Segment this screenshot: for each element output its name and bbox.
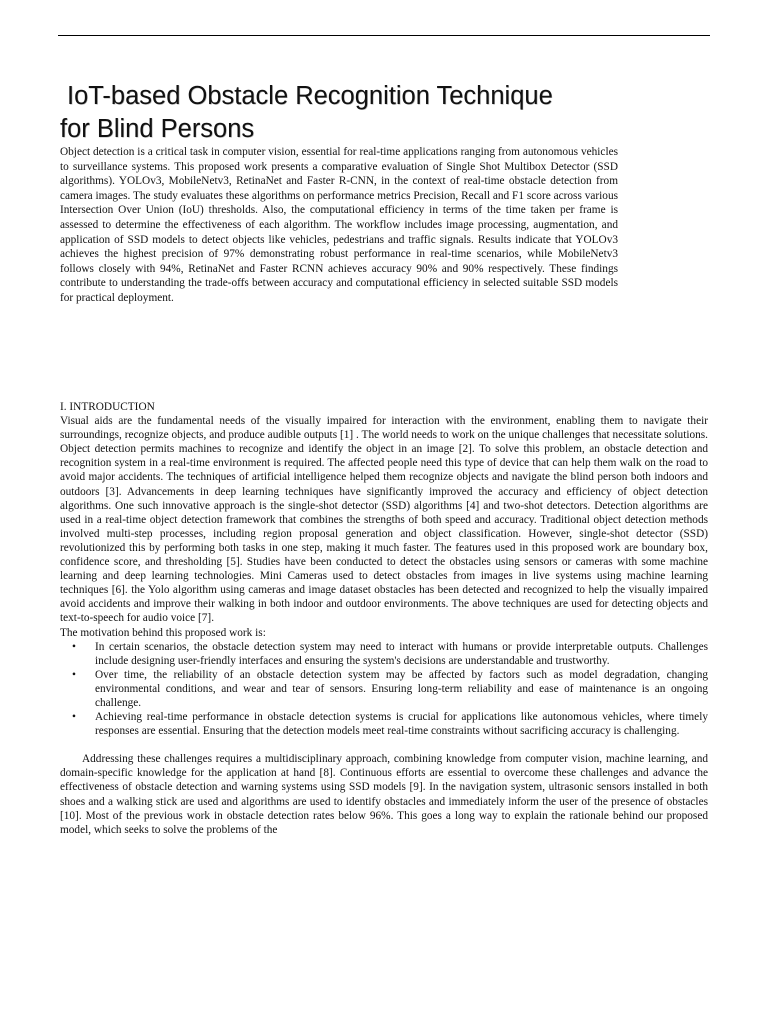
list-item: [60, 710, 708, 738]
title-line-2: for Blind Persons: [60, 115, 255, 143]
title-line-1: IoT-based Obstacle Recognition Technique: [67, 82, 553, 110]
bullet-text: In certain scenarios, the obstacle detection system may need to interact with humans or provide interpretable outputs. Challenges include designing user-friendly interfaces and ensuring the system's decisions are understandable and trustworthy.: [95, 640, 708, 667]
bullet-icon: •: [72, 668, 76, 681]
abstract: Object detection is a critical task in computer vision, essential for real-time applications ranging from autonomous vehicles to surveillance systems. This proposed work presents a comparative evaluation of Single Shot Multibox Detector (SSD algorithms). YOLOv3, MobileNetv3, RetinaNet and Faster R-CNN, in the context of real-time obstacle detection from camera images. The study evaluates these algorithms on performance metrics Precision, Recall and F1 score across various Intersection Over Union (IoU) thresholds. Also, the computational efficiency in terms of the time taken per frame is assessed to determine the effectiveness of each algorithm. The workflow includes image processing, augmentation, and application of SSD models to detect objects like vehicles, pedestrians and traffic signals. Results indicate that YOLOv3 achieves the highest precision of 97% demonstrating robust performance in real-time scenarios, while MobileNetv3 follows closely with 94%, RetinaNet and Faster RCNN achieves accuracy 90% and 90% respectively. These findings contribute to understanding the trade-offs between accuracy and computational efficiency in selected suitable SSD models for practical deployment.: [60, 146, 618, 304]
bullet-icon: •: [72, 640, 76, 653]
intro-paragraph: Visual aids are the fundamental needs of the visually impaired for interaction with the environment, enabling them to navigate their surroundings, recognize objects, and produce audible outputs [1] . The world needs to work on the unique challenges that necessitate solutions. Object detection permits machines to recognize and identify the object in an image [2]. To solve this problem, an obstacle detection and recognition system in a real-time environment is required. The affected people need this type of device that can help them walk on the road to avoid major accidents. The techniques of artificial intelligence helped them recognize objects and navigate the blind person both indoors and outdoors [3]. Advancements in deep learning techniques have significantly improved the accuracy and efficiency of object detection algorithms. One such innovative approach is the single-shot detector (SSD) algorithms [4] and two-shot detectors. Detection algorithms are used in a real-time object detection framework that combines the strengths of both speed and accuracy. Traditional object detection methods involved multi-step processes, including region proposal generation and object classification. However, single-shot detector (SSD) revolutionized this by performing both tasks in one step, making it much faster. The features used in this proposed work are boundary box, confidence score, and thresholding [5]. Studies have been conducted to detect the obstacles using sensors or cameras with some machine learning and deep learning technologies. Mini Cameras used to detect obstacles from images in live systems using machine learning techniques [6]. the Yolo algorithm using cameras and image dataset obstacles has been detected and recognized to help the visually impaired avoid accidents and improve their walking in both indoor and outdoor environments. The above techniques are used for detecting objects and text-to-speech for audio voice [7].: [60, 415, 708, 625]
motivation-lead: The motivation behind this proposed work is:: [60, 626, 266, 639]
list-item: [60, 640, 708, 668]
paragraph-gap: [60, 738, 708, 752]
section-heading: I. INTRODUCTION: [60, 401, 155, 413]
bullet-icon: •: [72, 711, 76, 724]
bullet-text: Achieving real-time performance in obstacle detection systems is crucial for applications like autonomous vehicles, where timely responses are essential. Ensuring that the detection models meet real-time constraints without sacrificing accuracy is challenging.: [95, 711, 708, 738]
bullet-text: Over time, the reliability of an obstacle detection system may be affected by factors such as model degradation, changing environmental conditions, and wear and tear of sensors. Ensuring long-term reliability and ease of maintenance is an ongoing challenge.: [95, 668, 708, 709]
motivation-list: [60, 640, 708, 739]
paper-title: [60, 80, 660, 146]
header-rule: [58, 35, 710, 36]
introduction-section: [60, 400, 708, 837]
closing-paragraph: Addressing these challenges requires a multidisciplinary approach, combining knowledge from computer vision, machine learning, and domain-specific knowledge for the application at hand [8]. Continuous efforts are essential to overcome these challenges and advance the effectiveness of obstacle detection and warning systems using SSD models [9]. In the navigation system, ultrasonic sensors installed in both shoes and a walking stick are used and algorithms are used to identify obstacles and immediately inform the user of the presence of obstacles [10]. Most of the previous work in obstacle detection rates below 96%. This goes a long way to explain the rationale behind our proposed model, which seeks to solve the problems of the: [60, 753, 708, 836]
list-item: [60, 668, 708, 710]
